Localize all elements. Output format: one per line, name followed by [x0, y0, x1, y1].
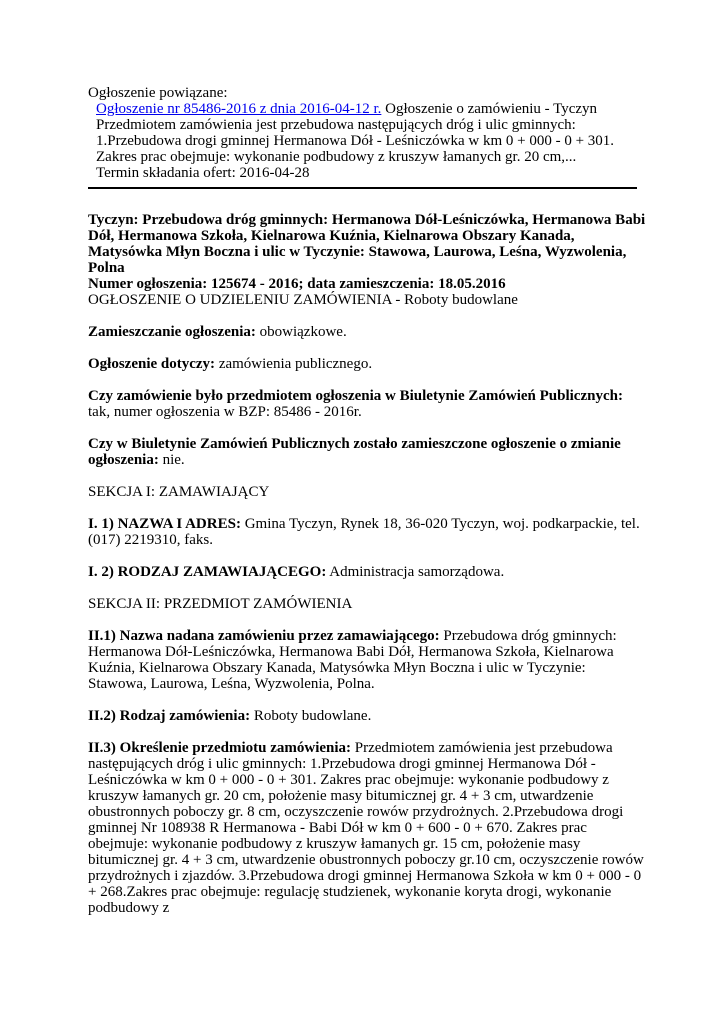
- field-label: II.3) Określenie przedmiotu zamówienia:: [88, 740, 352, 756]
- field-zmiana: [88, 436, 648, 468]
- horizontal-divider: [88, 187, 637, 189]
- field-label: II.2) Rodzaj zamówienia:: [88, 708, 251, 724]
- section-1-heading: SEKCJA I: ZAMAWIAJĄCY: [88, 484, 270, 500]
- field-label: Zamieszczanie ogłoszenia:: [88, 324, 256, 340]
- related-notice: [88, 85, 648, 181]
- field-value: Przedmiotem zamówienia jest przebudowa następujących dróg i ulic gminnych: 1.Przebudowa drogi gminnej Hermanowa Dół - Leśniczówka w km 0 + 000 - 0 + 301. Zakres prac obejmuje: wykonanie podbudowy z kruszyw łamanych gr. 20 cm, położenie masy bitumicznej gr. 4 + 3 cm, utwardzenie obustronnych poboczy gr. 8 cm, oczyszczenie rowów przydrożnych. 2.Przebudowa drogi gminnej Nr 108938 R Hermanowa - Babi Dół w km 0 + 600 - 0 + 670. Zakres prac obejmuje: wykonanie podbudowy z kruszyw łamanych gr. 15 cm, położenie masy bitumicznej gr. 4 + 3 cm, utwardzenie obustronnych poboczy gr.10 cm, oczyszczenie rowów przydrożnych i zjazdów. 3.Przebudowa drogi gminnej Hermanowa Szkoła w km 0 + 000 - 0 + 268.Zakres prac obejmuje: regulację studzienek, wykonanie koryta drogi, wykonanie podbudowy z: [88, 740, 644, 916]
- field-value: nie.: [158, 452, 185, 468]
- notice-title: Tyczyn: Przebudowa dróg gminnych: Hermanowa Dół-Leśniczówka, Hermanowa Babi Dół, Hermanowa Szkoła, Kielnarowa Kuźnia, Kielnarowa Obszary Kanada, Matysówka Młyn Boczna i ulic w Tyczynie: Stawowa, Laurowa, Leśna, Wyzwolenia, Polna: [88, 212, 646, 276]
- related-line-2: Przedmiotem zamówienia jest przebudowa następujących dróg i ulic gminnych:: [96, 117, 576, 133]
- field-zamieszczanie: [88, 324, 648, 340]
- field-value: obowiązkowe.: [255, 324, 347, 340]
- related-line-4: Zakres prac obejmuje: wykonanie podbudowy z kruszyw łamanych gr. 20 cm,...: [96, 149, 577, 165]
- field-value: tak, numer ogłoszenia w BZP: 85486 - 2016r.: [88, 404, 362, 420]
- field-label: Czy zamówienie było przedmiotem ogłoszenia w Biuletynie Zamówień Publicznych:: [88, 388, 623, 404]
- document-page: [88, 85, 648, 916]
- field-biuletyn: [88, 388, 648, 420]
- field-value: Administracja samorządowa.: [326, 564, 505, 580]
- related-link-suffix: Ogłoszenie o zamówieniu - Tyczyn: [381, 101, 598, 117]
- related-line-1: [96, 101, 648, 117]
- section-2-heading: SEKCJA II: PRZEDMIOT ZAMÓWIENIA: [88, 596, 353, 612]
- field-label: II.1) Nazwa nadana zamówieniu przez zamawiającego:: [88, 628, 440, 644]
- field-ii1-contract-name: [88, 628, 648, 692]
- related-line-5: Termin składania ofert: 2016-04-28: [96, 165, 310, 181]
- related-notice-link[interactable]: Ogłoszenie nr 85486-2016 z dnia 2016-04-12 r.: [96, 101, 382, 117]
- field-ii2-contract-type: [88, 708, 648, 724]
- field-i1-name-address: [88, 516, 648, 548]
- field-value: Gmina Tyczyn, Rynek 18, 36-020 Tyczyn, woj. podkarpackie, tel. (017) 2219310, faks.: [88, 516, 640, 548]
- field-i2-contracting-type: [88, 564, 648, 580]
- field-value: Roboty budowlane.: [250, 708, 372, 724]
- field-value: zamówienia publicznego.: [215, 356, 373, 372]
- field-label: Czy w Biuletynie Zamówień Publicznych zostało zamieszczone ogłoszenie o zmianie ogłoszenia:: [88, 436, 621, 468]
- field-label: I. 2) RODZAJ ZAMAWIAJĄCEGO:: [88, 564, 327, 580]
- field-value: Przebudowa dróg gminnych: Hermanowa Dół-Leśniczówka, Hermanowa Babi Dół, Hermanowa Szkoła, Kielnarowa Kuźnia, Kielnarowa Obszary Kanada, Matysówka Młyn Boczna i ulic w Tyczynie: Stawowa, Laurowa, Leśna, Wyzwolenia, Polna.: [88, 628, 617, 692]
- notice-number: Numer ogłoszenia: 125674 - 2016; data zamieszczenia: 18.05.2016: [88, 276, 506, 292]
- related-label: Ogłoszenie powiązane:: [88, 85, 228, 101]
- field-label: Ogłoszenie dotyczy:: [88, 356, 216, 372]
- related-body: [88, 101, 648, 181]
- notice-type: OGŁOSZENIE O UDZIELENIU ZAMÓWIENIA - Roboty budowlane: [88, 292, 518, 308]
- field-label: I. 1) NAZWA I ADRES:: [88, 516, 241, 532]
- field-dotyczy: [88, 356, 648, 372]
- notice-header: [88, 212, 648, 308]
- field-ii3-contract-description: [88, 740, 648, 916]
- related-line-3: 1.Przebudowa drogi gminnej Hermanowa Dół - Leśniczówka w km 0 + 000 - 0 + 301.: [96, 133, 615, 149]
